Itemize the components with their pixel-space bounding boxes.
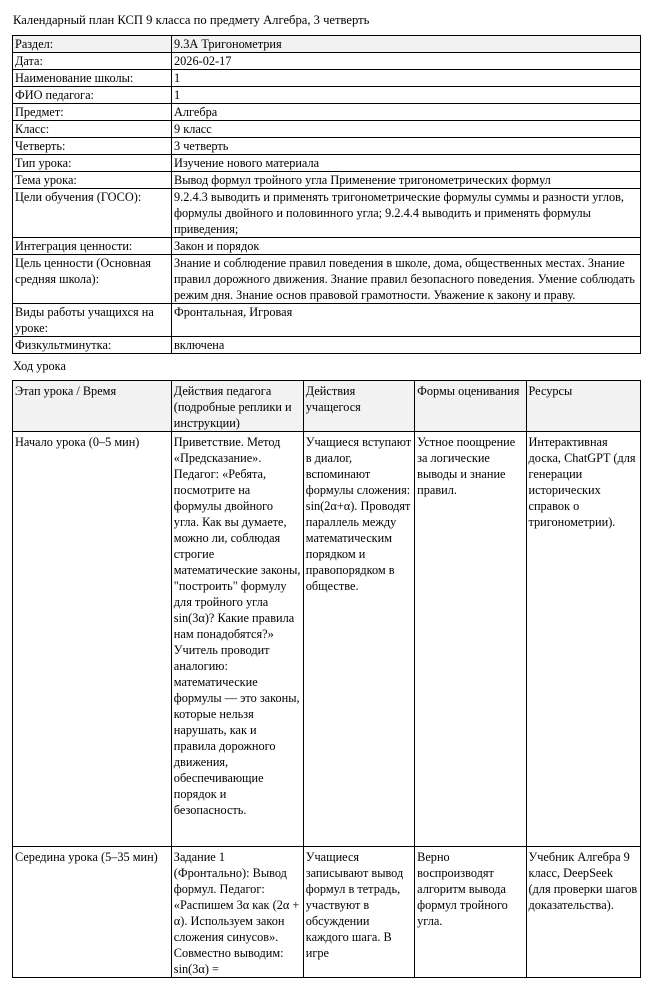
header-resources: Ресурсы: [526, 381, 641, 432]
info-value: Закон и порядок: [172, 238, 641, 255]
info-label: Физкультминутка:: [13, 337, 172, 354]
info-label: Тема урока:: [13, 172, 172, 189]
document-title: Календарный план КСП 9 класса по предмету Алгебра, 3 четверть: [13, 13, 370, 27]
info-label: Четверть:: [13, 138, 172, 155]
info-value: 9 класс: [172, 121, 641, 138]
info-value: Алгебра: [172, 104, 641, 121]
info-label: Раздел:: [13, 36, 172, 53]
info-row: [13, 36, 641, 53]
info-row: [13, 53, 641, 70]
info-label: Интеграция ценности:: [13, 238, 172, 255]
info-row: [13, 121, 641, 138]
info-row: [13, 87, 641, 104]
teacher-actions-cell: Задание 1 (Фронтально): Вывод формул. Педагог: «Распишем 3α как (2α + α). Используем закон сложения синусов». Совместно выводим: sin(3α) =: [171, 847, 303, 978]
info-value: 1: [172, 87, 641, 104]
student-actions-cell: Учащиеся вступают в диалог, вспоминают формулы сложения: sin(2α+α). Проводят параллель между математическим порядком и правопорядком в обществе.: [303, 432, 414, 847]
header-teacher-actions: Действия педагога (подробные реплики и инструкции): [171, 381, 303, 432]
assessment-cell: Устное поощрение за логические выводы и знание правил.: [415, 432, 526, 847]
info-value: включена: [172, 337, 641, 354]
info-label: Класс:: [13, 121, 172, 138]
plan-row: [13, 432, 641, 847]
assessment-cell: Верно воспроизводят алгоритм вывода формул тройного угла.: [415, 847, 526, 978]
header-student-actions: Действия учащегося: [303, 381, 414, 432]
info-label: Тип урока:: [13, 155, 172, 172]
header-stage: Этап урока / Время: [13, 381, 172, 432]
info-value: Фронтальная, Игровая: [172, 304, 641, 337]
plan-header-row: [13, 381, 641, 432]
stage-cell: Начало урока (0–5 мин): [13, 432, 172, 847]
info-value: 9.3А Тригонометрия: [172, 36, 641, 53]
info-row: [13, 155, 641, 172]
info-row: [13, 138, 641, 155]
lesson-progress-heading: Ход урока: [13, 359, 66, 373]
info-label: Цели обучения (ГОСО):: [13, 189, 172, 238]
info-label: Предмет:: [13, 104, 172, 121]
info-value: 2026-02-17: [172, 53, 641, 70]
info-row: [13, 104, 641, 121]
info-value: 9.2.4.3 выводить и применять тригонометрические формулы суммы и разности углов, формулы двойного и половинного угла; 9.2.4.4 выводить и применять формулы приведения;: [172, 189, 641, 238]
lesson-plan-table: [12, 380, 641, 978]
resources-cell: Интерактивная доска, ChatGPT (для генерации исторических справок о тригонометрии).: [526, 432, 641, 847]
header-assessment: Формы оценивания: [415, 381, 526, 432]
info-row: [13, 238, 641, 255]
info-label: Дата:: [13, 53, 172, 70]
info-row: [13, 189, 641, 238]
student-actions-cell: Учащиеся записывают вывод формул в тетрадь, участвуют в обсуждении каждого шага. В игре: [303, 847, 414, 978]
teacher-actions-cell: Приветствие. Метод «Предсказание». Педагог: «Ребята, посмотрите на формулы двойного угла. Как вы думаете, можно ли, соблюдая строгие математические законы, "построить" формулу для тройного угла sin(3α)? Какие правила нам понадобятся?» Учитель проводит аналогию: математические формулы — это законы, которые нельзя нарушать, как и правила дорожного движения, обеспечивающие порядок и безопасность.: [171, 432, 303, 847]
info-value: 3 четверть: [172, 138, 641, 155]
info-row: [13, 172, 641, 189]
info-label: Виды работы учащихся на уроке:: [13, 304, 172, 337]
resources-cell: Учебник Алгебра 9 класс, DeepSeek (для проверки шагов доказательства).: [526, 847, 641, 978]
lesson-info-table: [12, 35, 641, 354]
info-value: Изучение нового материала: [172, 155, 641, 172]
info-label: ФИО педагога:: [13, 87, 172, 104]
info-row: [13, 304, 641, 337]
info-row: [13, 337, 641, 354]
info-value: Знание и соблюдение правил поведения в школе, дома, общественных местах. Знание правил дорожного движения. Знание правил безопасного поведения. Умение соблюдать режим дня. Знание основ правовой грамотности. Уважение к закону и праву.: [172, 255, 641, 304]
info-value: 1: [172, 70, 641, 87]
info-label: Наименование школы:: [13, 70, 172, 87]
stage-cell: Середина урока (5–35 мин): [13, 847, 172, 978]
info-value: Вывод формул тройного угла Применение тригонометрических формул: [172, 172, 641, 189]
info-row: [13, 255, 641, 304]
plan-row: [13, 847, 641, 978]
info-label: Цель ценности (Основная средняя школа):: [13, 255, 172, 304]
info-row: [13, 70, 641, 87]
